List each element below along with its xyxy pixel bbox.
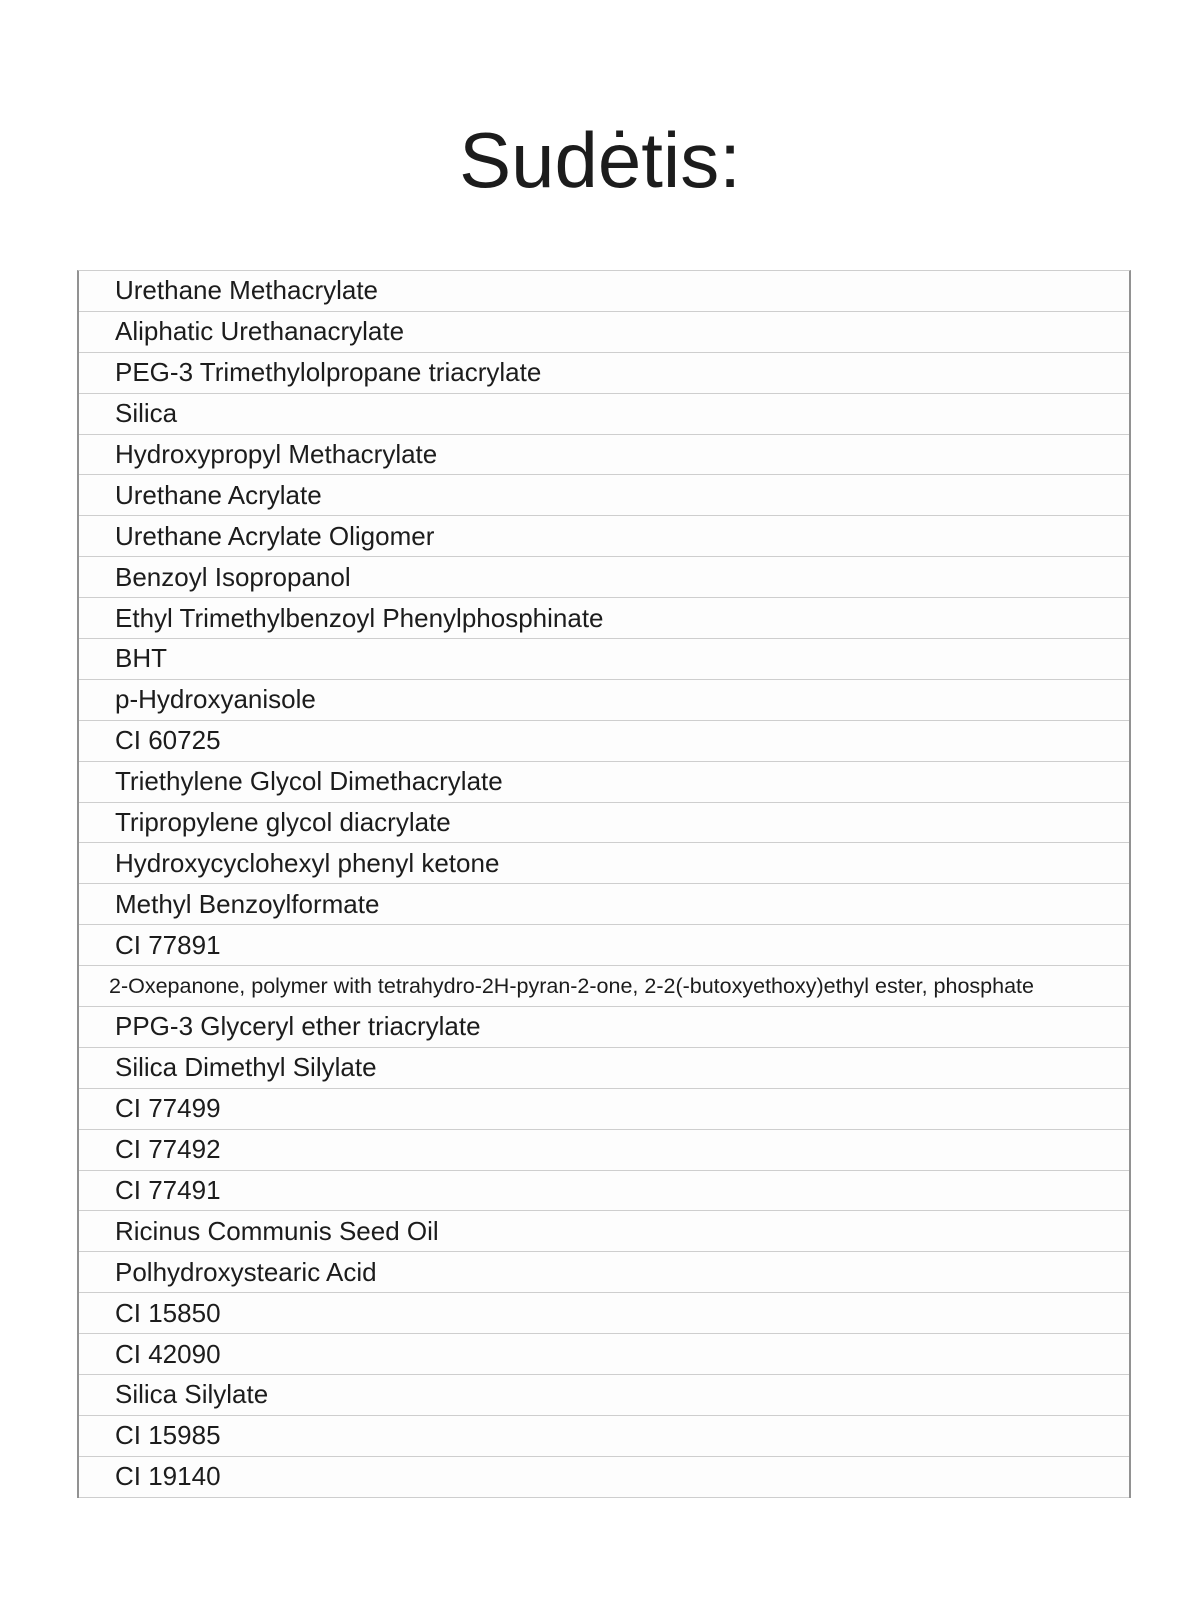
ingredient-label: CI 77491	[115, 1175, 221, 1206]
ingredient-label: Ricinus Communis Seed Oil	[115, 1215, 439, 1246]
ingredients-table	[77, 270, 1131, 1498]
ingredient-label: PPG-3 Glyceryl ether triacrylate	[115, 1011, 481, 1042]
ingredient-row	[79, 516, 1129, 557]
ingredient-row	[79, 1211, 1129, 1252]
ingredient-row	[79, 1130, 1129, 1171]
ingredient-row	[79, 1416, 1129, 1457]
ingredient-row	[79, 639, 1129, 680]
ingredient-label: BHT	[115, 643, 167, 674]
ingredient-row	[79, 762, 1129, 803]
ingredient-label: CI 77499	[115, 1093, 221, 1124]
ingredient-row	[79, 557, 1129, 598]
ingredient-label: Silica	[115, 398, 178, 429]
ingredient-row	[79, 312, 1129, 353]
ingredient-row	[79, 1334, 1129, 1375]
ingredient-label: CI 60725	[115, 725, 221, 756]
ingredient-row	[79, 1457, 1129, 1498]
ingredient-label: Methyl Benzoylformate	[115, 888, 380, 919]
ingredient-row	[79, 1293, 1129, 1334]
ingredient-label: Polhydroxystearic Acid	[115, 1256, 377, 1287]
ingredient-label: Hydroxycyclohexyl phenyl ketone	[115, 847, 500, 878]
ingredient-label: CI 77492	[115, 1134, 221, 1165]
ingredient-label: Benzoyl Isopropanol	[115, 561, 351, 592]
ingredient-label: p-Hydroxyanisole	[115, 684, 316, 715]
ingredient-row	[79, 1252, 1129, 1293]
ingredient-label: CI 19140	[115, 1461, 221, 1492]
ingredient-row	[79, 843, 1129, 884]
ingredient-row	[79, 1375, 1129, 1416]
ingredient-row	[79, 1007, 1129, 1048]
ingredient-row	[79, 966, 1129, 1007]
ingredient-label: Triethylene Glycol Dimethacrylate	[115, 766, 503, 797]
ingredient-label: PEG-3 Trimethylolpropane triacrylate	[115, 357, 542, 388]
ingredient-row	[79, 884, 1129, 925]
ingredient-row	[79, 394, 1129, 435]
ingredient-label: Urethane Methacrylate	[115, 275, 379, 306]
ingredient-row	[79, 435, 1129, 476]
ingredient-row	[79, 803, 1129, 844]
ingredient-label: Urethane Acrylate Oligomer	[115, 520, 435, 551]
ingredient-label: CI 15850	[115, 1297, 221, 1328]
ingredient-row	[79, 1048, 1129, 1089]
ingredient-row	[79, 721, 1129, 762]
ingredient-row	[79, 475, 1129, 516]
ingredient-row	[79, 353, 1129, 394]
ingredient-row	[79, 1171, 1129, 1212]
ingredient-label: Tripropylene glycol diacrylate	[115, 807, 451, 838]
ingredient-label: 2-Oxepanone, polymer with tetrahydro-2H-pyran-2-one, 2-2(-butoxyethoxy)ethyl ester, phosphate	[109, 973, 1034, 998]
ingredient-label: CI 15985	[115, 1420, 221, 1451]
ingredient-row	[79, 598, 1129, 639]
ingredient-label: CI 77891	[115, 929, 221, 960]
ingredient-label: Silica Silylate	[115, 1379, 269, 1410]
ingredient-label: Ethyl Trimethylbenzoyl Phenylphosphinate	[115, 602, 604, 633]
ingredient-row	[79, 925, 1129, 966]
ingredient-label: Aliphatic Urethanacrylate	[115, 316, 405, 347]
ingredient-label: Silica Dimethyl Silylate	[115, 1052, 377, 1083]
page-title: Sudėtis:	[459, 116, 741, 204]
ingredient-label: CI 42090	[115, 1338, 221, 1369]
ingredient-row	[79, 680, 1129, 721]
ingredient-row	[79, 1089, 1129, 1130]
ingredient-row	[79, 271, 1129, 312]
ingredient-label: Urethane Acrylate	[115, 479, 322, 510]
ingredient-label: Hydroxypropyl Methacrylate	[115, 439, 438, 469]
